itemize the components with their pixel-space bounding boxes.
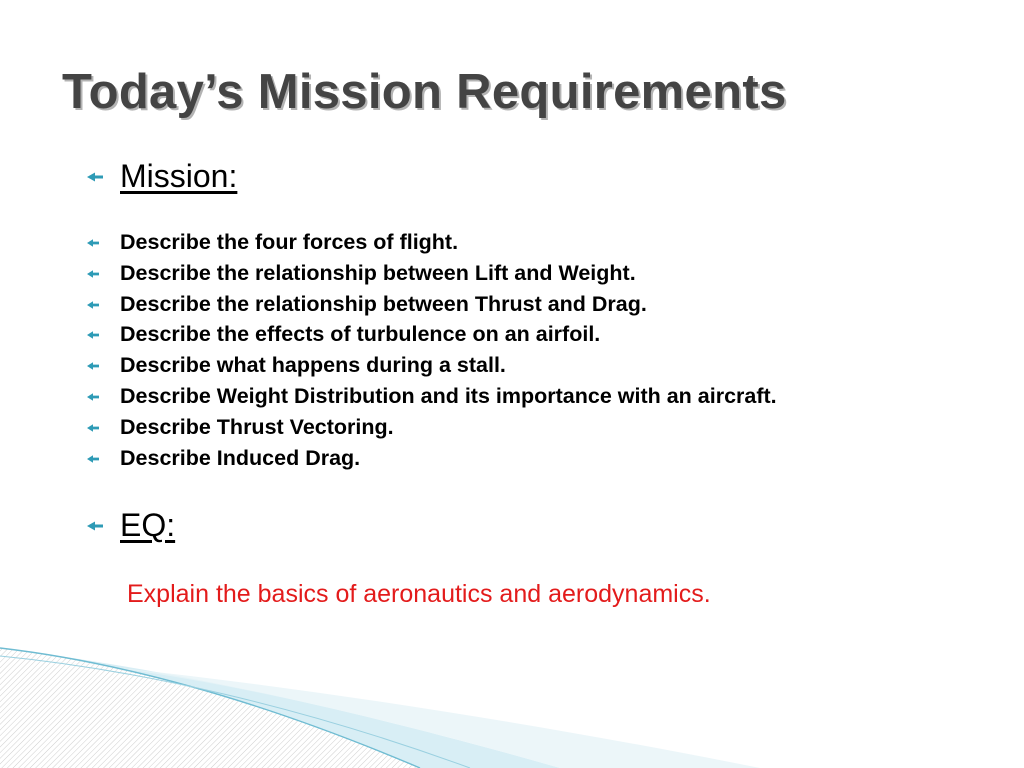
left-arrow-icon — [86, 361, 100, 371]
mission-item-text: Describe the relationship between Thrust and Drag. — [120, 292, 647, 316]
left-arrow-icon — [86, 423, 100, 433]
mission-item — [86, 230, 458, 255]
mission-item-text: Describe the four forces of flight. — [120, 230, 459, 254]
mission-item-text: Describe the effects of turbulence on an airfoil. — [120, 322, 601, 346]
mission-item — [86, 322, 600, 347]
mission-item — [86, 446, 360, 471]
mission-item — [86, 384, 777, 409]
mission-item — [86, 261, 636, 286]
left-arrow-icon — [86, 269, 100, 279]
mission-item-text: Describe the relationship between Lift and Weight. — [120, 261, 636, 285]
left-arrow-icon — [86, 330, 100, 340]
eq-statement: Explain the basics of aeronautics and aerodynamics. — [127, 580, 711, 608]
eq-heading: EQ: — [120, 507, 176, 543]
left-arrow-icon — [86, 520, 104, 532]
left-arrow-icon — [86, 392, 100, 402]
mission-item-text: Describe Induced Drag. — [120, 446, 361, 470]
mission-heading-bullet — [86, 158, 237, 195]
mission-item — [86, 415, 394, 440]
mission-item-text: Describe Weight Distribution and its importance with an aircraft. — [120, 384, 777, 408]
mission-item — [86, 292, 647, 317]
mission-item-text: Describe what happens during a stall. — [120, 353, 506, 377]
left-arrow-icon — [86, 171, 104, 183]
eq-heading-bullet — [86, 507, 175, 544]
left-arrow-icon — [86, 238, 100, 248]
mission-item — [86, 353, 506, 378]
mission-heading: Mission: — [120, 158, 238, 194]
slide-title: Today’s Mission Requirements — [62, 65, 787, 119]
left-arrow-icon — [86, 454, 100, 464]
left-arrow-icon — [86, 300, 100, 310]
mission-item-text: Describe Thrust Vectoring. — [120, 415, 394, 439]
